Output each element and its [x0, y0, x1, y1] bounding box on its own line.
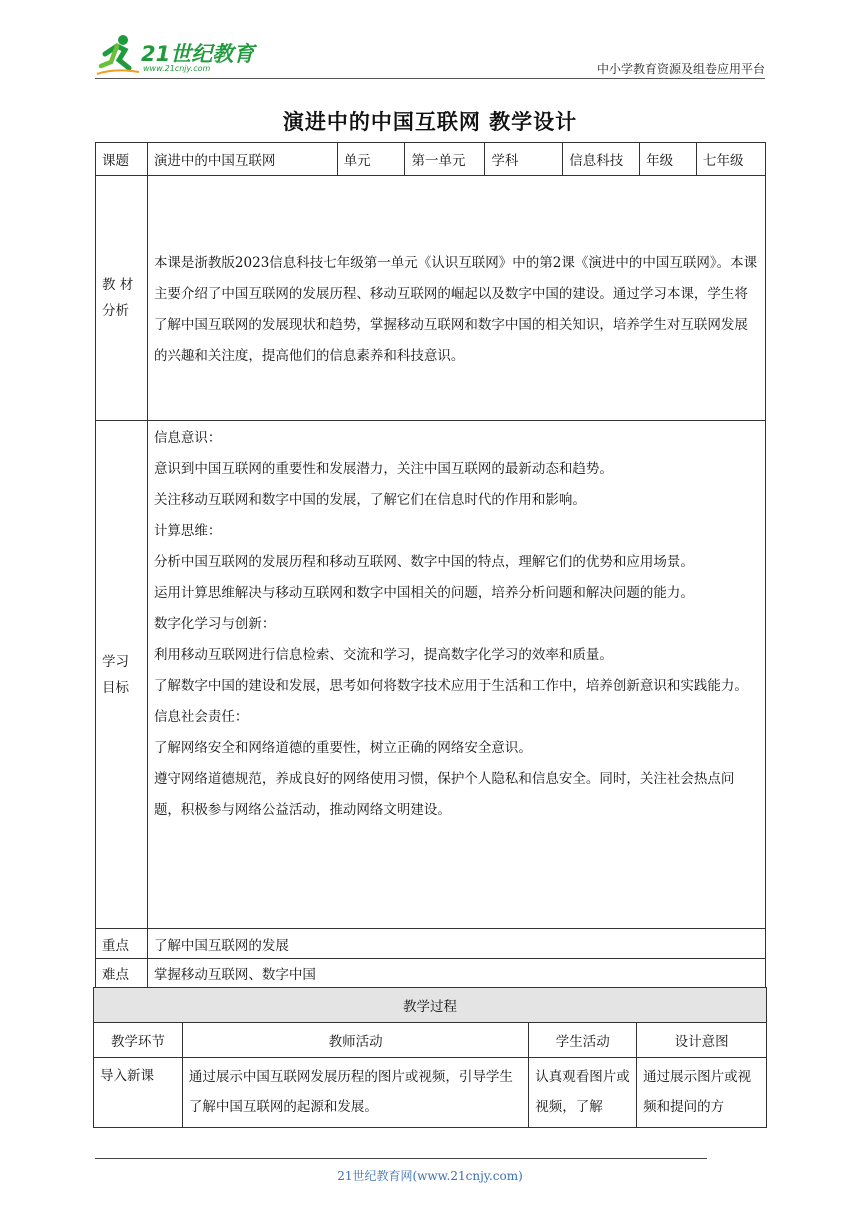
goal-line: 分析中国互联网的发展历程和移动互联网、数字中国的特点，理解它们的优势和应用场景。	[153, 554, 694, 570]
runner-logo-icon	[95, 32, 141, 76]
teacher-activity-cell: 通过展示中国互联网发展历程的图片或视频，引导学生了解中国互联网的起源和发展。	[182, 1058, 528, 1128]
column-header: 教学环节	[94, 1023, 183, 1058]
goals-label	[96, 421, 148, 929]
process-columns-row	[94, 1023, 767, 1058]
material-text: 本课是浙教版2023信息科技七年级第一单元《认识互联网》中的第2课《演进中的中国互联网》。本课主要介绍了中国互联网的发展历程、移动互联网的崛起以及数字中国的建设。通过学习本课，学生将了解中国互联网的发展现状和趋势，掌握移动互联网和数字中国的相关知识，培养学生对互联网发展的兴趣和关注度，提高他们的信息素养和科技意识。	[153, 255, 758, 364]
goals-label-line-2: 目标	[102, 679, 129, 696]
goal-line: 遵守网络道德规范，养成良好的网络使用习惯，保护个人隐私和信息安全。同时，关注社会热点问题，积极参与网络公益活动，推动网络文明建设。	[153, 771, 735, 818]
goal-line: 利用移动互联网进行信息检索、交流和学习，提高数字化学习的效率和质量。	[153, 647, 613, 663]
material-content	[147, 176, 765, 421]
goal-line: 信息意识：	[153, 430, 222, 446]
logo-text: 21世纪教育	[141, 42, 255, 66]
goals-label-line-1: 学习	[102, 653, 129, 670]
table-row	[94, 1058, 767, 1128]
goal-line: 计算思维：	[153, 523, 222, 539]
column-header: 设计意图	[637, 1023, 767, 1058]
goal-line: 数字化学习与创新：	[153, 616, 276, 632]
grade-value: 七年级	[697, 143, 766, 176]
course-value: 演进中的中国互联网	[147, 143, 337, 176]
column-header: 学生活动	[529, 1023, 637, 1058]
footer-link[interactable]: 21世纪教育网(www.21cnjy.com)	[337, 1169, 523, 1183]
subject-value: 信息科技	[563, 143, 640, 176]
key-point-row	[96, 929, 766, 959]
key-point-value: 了解中国互联网的发展	[147, 929, 765, 959]
course-label: 课题	[96, 143, 148, 176]
goal-line: 了解数字中国的建设和发展，思考如何将数字技术应用于生活和工作中，培养创新意识和实践能力。	[153, 678, 748, 694]
material-row	[96, 176, 766, 421]
goal-line: 了解网络安全和网络道德的重要性，树立正确的网络安全意识。	[153, 740, 532, 756]
goals-row	[96, 421, 766, 929]
goal-line: 关注移动互联网和数字中国的发展，了解它们在信息时代的作用和影响。	[153, 492, 586, 508]
header-divider	[95, 78, 765, 79]
difficulty-row	[96, 959, 766, 988]
document-title: 演进中的中国互联网 教学设计	[282, 110, 578, 134]
process-header-row	[94, 988, 767, 1023]
subject-label: 学科	[485, 143, 563, 176]
design-intent-cell: 通过展示图片或视频和提问的方	[637, 1058, 767, 1128]
page-header	[95, 30, 765, 78]
key-point-label: 重点	[96, 929, 148, 959]
material-label-line-1: 教 材	[102, 277, 134, 293]
footer-divider	[95, 1158, 707, 1159]
teaching-process-table	[93, 987, 767, 1128]
difficulty-label: 难点	[96, 959, 148, 988]
student-activity-cell: 认真观看图片或视频，了解	[529, 1058, 637, 1128]
info-row	[96, 143, 766, 176]
platform-name: 中小学教育资源及组卷应用平台	[596, 62, 765, 76]
unit-value: 第一单元	[405, 143, 485, 176]
goal-line: 信息社会责任：	[153, 709, 249, 725]
goals-content	[147, 421, 765, 929]
grade-label: 年级	[640, 143, 697, 176]
unit-label: 单元	[337, 143, 405, 176]
goal-line: 运用计算思维解决与移动互联网和数字中国相关的问题，培养分析问题和解决问题的能力。	[153, 585, 694, 601]
difficulty-value: 掌握移动互联网、数字中国	[147, 959, 765, 988]
logo	[95, 32, 275, 76]
logo-url: www.21cnjy.com	[143, 64, 211, 73]
stage-cell: 导入新课	[94, 1058, 183, 1128]
material-label-line-2: 分析	[102, 303, 129, 319]
lesson-info-table	[95, 142, 766, 988]
column-header: 教师活动	[182, 1023, 528, 1058]
goal-line: 意识到中国互联网的重要性和发展潜力，关注中国互联网的最新动态和趋势。	[153, 461, 613, 477]
process-header: 教学过程	[94, 988, 767, 1023]
material-label	[96, 176, 148, 421]
